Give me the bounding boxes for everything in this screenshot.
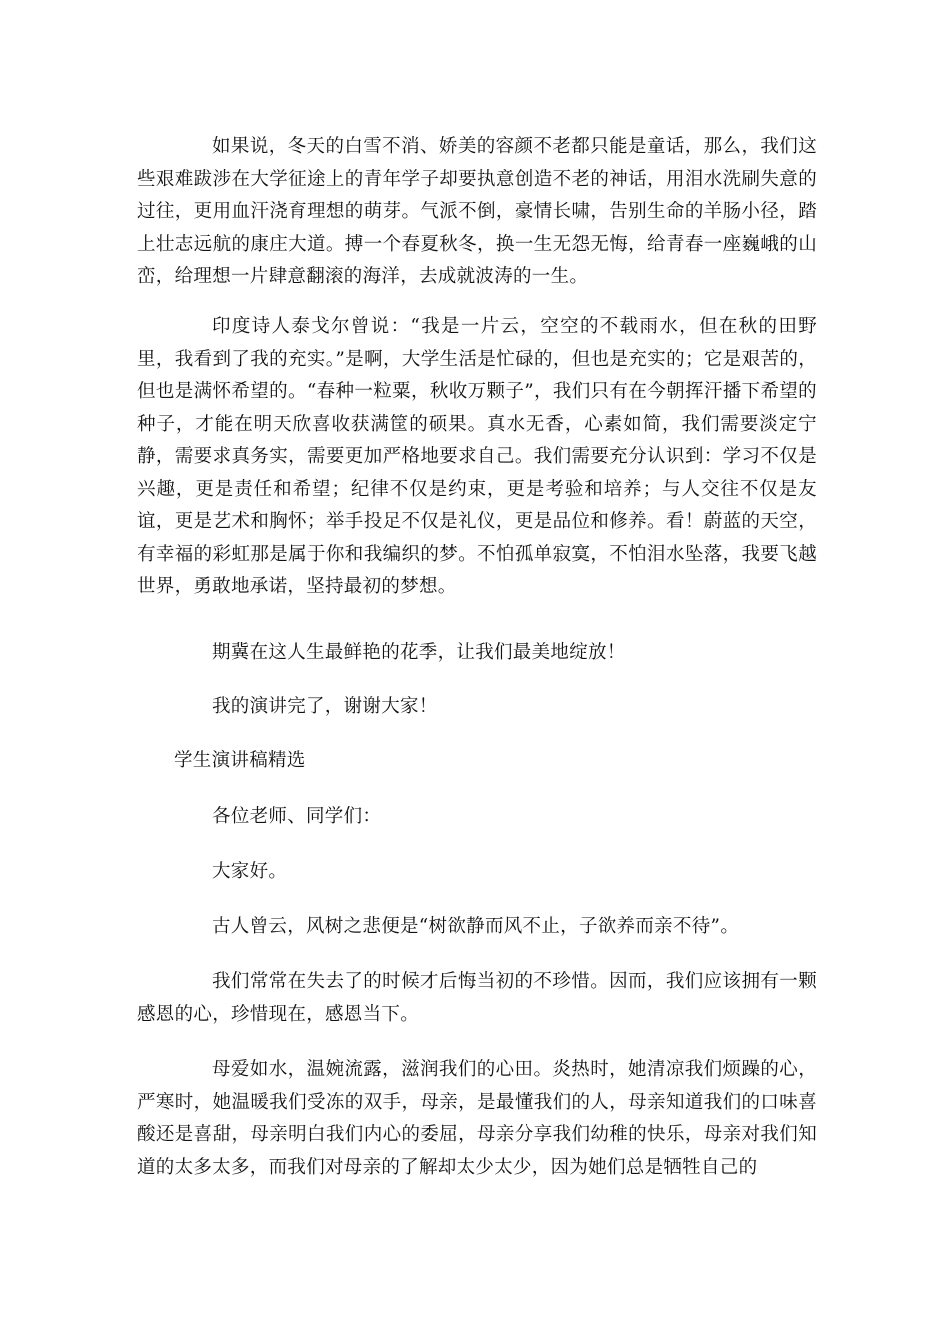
paragraph-ancient-saying: 古人曾云，风树之悲便是“树欲静而风不止，子欲养而亲不待”。: [212, 916, 740, 937]
section-heading: 学生演讲稿精选: [174, 750, 306, 771]
paragraph-bloom: 期冀在这人生最鲜艳的花季，让我们最美地绽放！: [212, 642, 626, 663]
paragraph-closing-thanks: 我的演讲完了，谢谢大家！: [212, 696, 438, 717]
paragraph-salutation: 各位老师、同学们：: [212, 806, 382, 827]
paragraph-tagore-quote: 印度诗人泰戈尔曾说：“我是一片云，空空的不载雨水，但在秋的田野里，我看到了我的充实。”是啊，大学生活是忙碌的，但也是充实的；它是艰苦的，但也是满怀希望的。“春种一粒粟，秋收万颗子”，我们只有在今朝挥汗播下希望的种子，才能在明天欣喜收获满筐的硕果。真水无香，心素如简，我们需要淡定宁静，需要求真务实，需要更加严格地要求自己。我们需要充分认识到：学习不仅是兴趣，更是责任和希望；纪律不仅是约束，更是考验和培养；与人交往不仅是友谊，更是艺术和胸怀；举手投足不仅是礼仪，更是品位和修养。看！蔚蓝的天空，有幸福的彩虹那是属于你和我编织的梦。不怕孤单寂寞，不怕泪水坠落，我要飞越世界，勇敢地承诺，坚持最初的梦想。: [137, 316, 817, 597]
paragraph-gratitude: 我们常常在失去了的时候才后悔当初的不珍惜。因而，我们应该拥有一颗感恩的心，珍惜现在，感恩当下。: [137, 971, 817, 1025]
paragraph-mother-love: 母爱如水，温婉流露，滋润我们的心田。炎热时，她清凉我们烦躁的心，严寒时，她温暖我们受冻的双手，母亲，是最懂我们的人，母亲知道我们的口味喜酸还是喜甜，母亲明白我们内心的委屈，母亲分享我们幼稚的快乐，母亲对我们知道的太多太多，而我们对母亲的了解却太少太少，因为她们总是牺牲自己的: [137, 1059, 817, 1178]
paragraph-greeting: 大家好。: [212, 861, 288, 882]
paragraph-dream-youth: 如果说，冬天的白雪不消、娇美的容颜不老都只能是童话，那么，我们这些艰难跋涉在大学征途上的青年学子却要执意创造不老的神话，用泪水洗刷失意的过往，更用血汗浇育理想的萌芽。气派不倒，豪情长啸，告别生命的羊肠小径，踏上壮志远航的康庄大道。搏一个春夏秋冬，换一生无怨无悔，给青春一座巍峨的山峦，给理想一片肆意翻滚的海洋，去成就波涛的一生。: [137, 136, 817, 287]
